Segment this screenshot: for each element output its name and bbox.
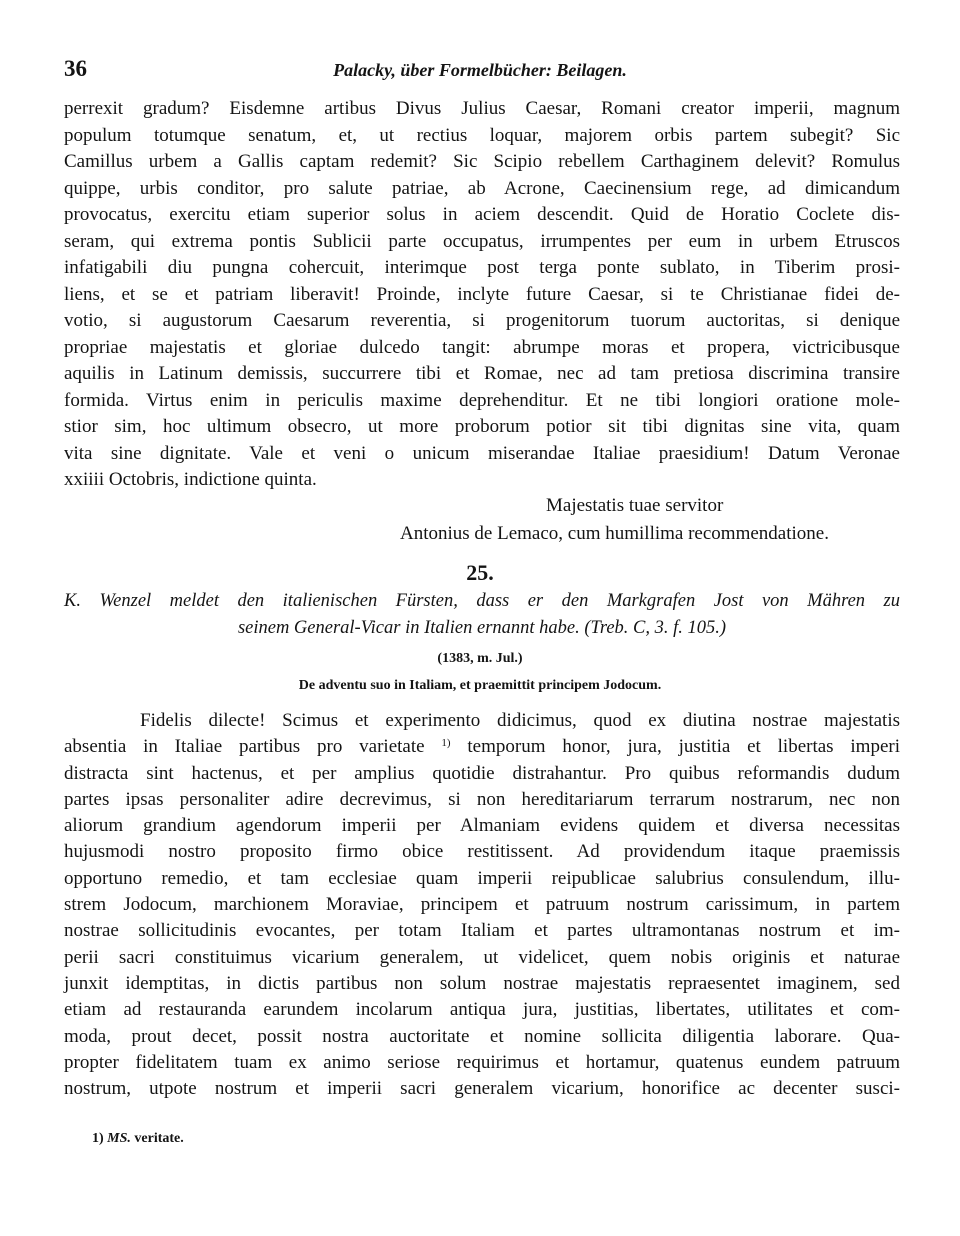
- text-line: junxit idemptitas, in dictis partibus non solum nostrae majestatis repraesentet imaginem, sed: [64, 972, 900, 994]
- text-line: formida. Virtus enim in periculis maxime deprehenditur. Et ne tibi longiori oratione mole-: [64, 389, 900, 411]
- text-line: moda, prout decet, possit nostra auctoritate et nomine sollicita diligentia laborare. Qua-: [64, 1025, 900, 1047]
- text-line: quippe, urbis conditor, pro salute patriae, ab Acrone, Caecinensium rege, ad dimicandum: [64, 177, 900, 199]
- heading-line: K. Wenzel meldet den italienischen Fürsten, dass er den Markgrafen Jost von Mähren zu: [64, 591, 900, 611]
- document-body: [64, 708, 900, 1102]
- text-line: nostrum, utpote nostrum et imperii sacri generalem vicarium, honorifice ac decenter susci-: [64, 1078, 900, 1100]
- text-line: Fidelis dilecte! Scimus et experimento didicimus, quod ex diutina nostrae majestatis: [140, 710, 900, 731]
- text-line: xxiiii Octobris, indictione quinta.: [64, 469, 317, 490]
- text-line: etiam ad restauranda earundem incolarum antiqua jura, justitias, libertates, utilitates et com-: [64, 999, 900, 1021]
- text-line: aquilis in Latinum demissis, succurrere tibi et Romae, nec ad tam pretiosa discrimina transire: [64, 363, 900, 384]
- document-heading: [64, 588, 900, 642]
- footnote-reference: 1): [441, 737, 451, 750]
- signature-name: Antonius de Lemaco, cum humillima recommendatione.: [400, 523, 829, 544]
- footnote-text: veritate.: [134, 1131, 184, 1146]
- text-line: opportuno remedio, et tam ecclesiae quam imperii reipublicae salubrius consulendum, illu-: [64, 867, 900, 889]
- text-line: nostrae sollicitudinis evocantes, per totam Italiam et partes ultramontanas nostrum et im-: [64, 920, 900, 942]
- text-line: propter fidelitatem tuam ex animo seriose requirimus et hortamur, quatenus eundem patruum: [64, 1051, 900, 1073]
- page-number: 36: [64, 56, 87, 81]
- text-line: perrexit gradum? Eisdemne artibus Divus Julius Caesar, Romani creator imperii, magnum: [64, 98, 900, 119]
- text-line: votio, si augustorum Caesarum reverentia, si progenitorum tuorum auctoritas, si denique: [64, 310, 900, 331]
- text-fragment: absentia in Italiae partibus pro varietate: [64, 736, 425, 758]
- footnote-source: MS.: [107, 1131, 131, 1146]
- document-summary: De adventu suo in Italiam, et praemittit principem Jodocum.: [298, 678, 662, 693]
- text-line: infatigabili diu pungna cohercuit, interimque post terga ponte sublato, in Tiberim prosi-: [64, 257, 900, 278]
- footnote-marker: 1): [92, 1131, 104, 1146]
- text-line: liens, et se et patriam liberavit! Proinde, inclyte future Caesar, si te Christianae fidei de-: [64, 283, 900, 305]
- text-line: strem Jodocum, marchionem Moraviae, principem et patruum nostrum carissimum, in partem: [64, 894, 900, 916]
- heading-line: seinem General-Vicar in Italien ernannt habe. (Treb. C, 3. f. 105.): [237, 618, 727, 638]
- text-line: Camillus urbem a Gallis captam redemit? Sic Scipio rebellem Carthaginem delevit? Romulus: [64, 151, 900, 172]
- text-line: [64, 734, 900, 760]
- text-line: aliorum grandium agendorum imperii per Almaniam evidens quidem et diversa necessitas: [64, 815, 900, 837]
- letter-continuation: [64, 96, 900, 494]
- text-fragment: temporum honor, jura, justitia et libertas imperi: [467, 736, 901, 758]
- text-line: vita sine dignitate. Vale et veni o unicum miserandae Italiae praesidium! Datum Veronae: [64, 442, 900, 464]
- signature-line: Majestatis tuae servitor: [546, 495, 724, 516]
- text-line: hujusmodi nostro proposito firmo obice restitissent. Ad providendum itaque praemissis: [64, 841, 900, 863]
- document-number: 25.: [466, 560, 494, 585]
- text-line: stior sim, hoc ultimum obsecro, ut more proborum potior sit tibi dignitas sine vita, quam: [64, 416, 900, 437]
- text-line: propriae majestatis et gloriae dulcedo tangit: abrumpe moras et propera, victricibusque: [64, 336, 900, 358]
- text-line: populum totumque senatum, et, ut rectius loquar, majorem orbis partem subegit? Sic: [64, 124, 900, 146]
- text-line: distracta sint hactenus, et per amplius quotidie distrahantur. Pro quibus reformandis dudum: [64, 762, 900, 784]
- text-line: partes ipsas personaliter adire decrevimus, si non hereditariarum terrarum nostrarum, nec non: [64, 788, 900, 810]
- document-date: (1383, m. Jul.): [437, 651, 523, 666]
- text-line: seram, qui extrema pontis Sublicii parte occupatus, irrumpentes per eum in urbem Etruscos: [64, 230, 900, 252]
- text-line: provocatus, exercitu etiam superior solus in aciem descendit. Quid de Horatio Coclete dis-: [64, 204, 900, 225]
- page-header: [64, 56, 896, 86]
- footnote: [92, 1131, 184, 1147]
- running-title: Palacky, über Formelbücher: Beilagen.: [333, 60, 627, 80]
- text-line: perii sacri constituimus vicarium generalem, ut videlicet, quem nobis originis et naturae: [64, 946, 900, 968]
